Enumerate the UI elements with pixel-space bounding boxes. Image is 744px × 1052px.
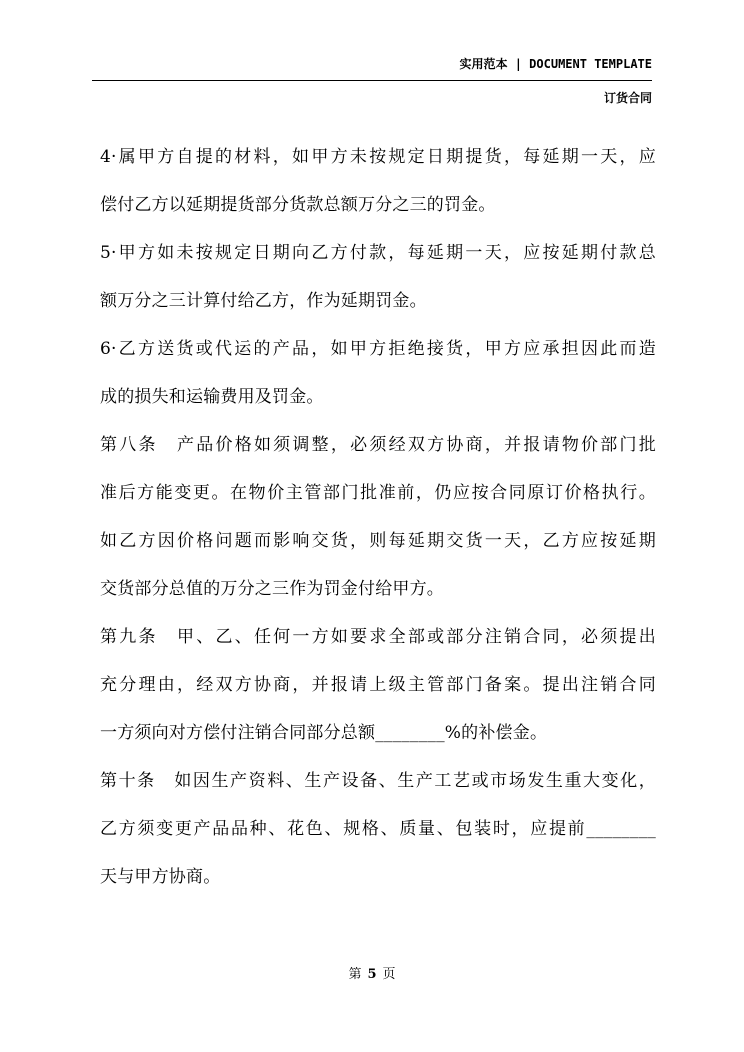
body-line: 第八条 产品价格如须调整，必须经双方协商，并报请物价部门批 [100,435,656,455]
body-line: 乙方须变更产品品种、花色、规格、质量、包装时，应提前________ [100,819,656,839]
header-divider [92,80,652,81]
page-label-prefix: 第 [348,967,362,982]
body-line: 偿付乙方以延期提货部分货款总额万分之三的罚金。 [100,195,496,215]
body-line: 第十条 如因生产资料、生产设备、生产工艺或市场发生重大变化， [100,771,656,791]
body-line: 一方须向对方偿付注销合同部分总额________%的补偿金。 [100,723,548,743]
body-line: 天与甲方协商。 [100,867,221,887]
header-title: 实用范本 | DOCUMENT TEMPLATE [459,57,652,71]
body-line: 6·乙方送货或代运的产品，如甲方拒绝接货，甲方应承担因此而造 [100,339,656,359]
page-footer [0,963,744,982]
body-line: 4·属甲方自提的材料，如甲方未按规定日期提货，每延期一天，应 [100,147,656,167]
page-label-suffix: 页 [382,967,396,982]
body-line: 交货部分总值的万分之三作为罚金付给甲方。 [100,579,444,599]
body-line: 充分理由，经双方协商，并报请上级主管部门备案。提出注销合同 [100,675,656,695]
body-line: 如乙方因价格问题而影响交货，则每延期交货一天，乙方应按延期 [100,531,656,551]
body-line: 准后方能变更。在物价主管部门批准前，仍应按合同原订价格执行。 [100,483,656,503]
body-line: 第九条 甲、乙、任何一方如要求全部或部分注销合同，必须提出 [100,627,656,647]
body-line: 额万分之三计算付给乙方，作为延期罚金。 [100,291,427,311]
body-line: 5·甲方如未按规定日期向乙方付款，每延期一天，应按延期付款总 [100,243,656,263]
body-line: 成的损失和运输费用及罚金。 [100,387,324,407]
header-subtitle: 订货合同 [603,91,652,105]
page-number: 5 [367,967,377,982]
document-body [100,144,656,912]
